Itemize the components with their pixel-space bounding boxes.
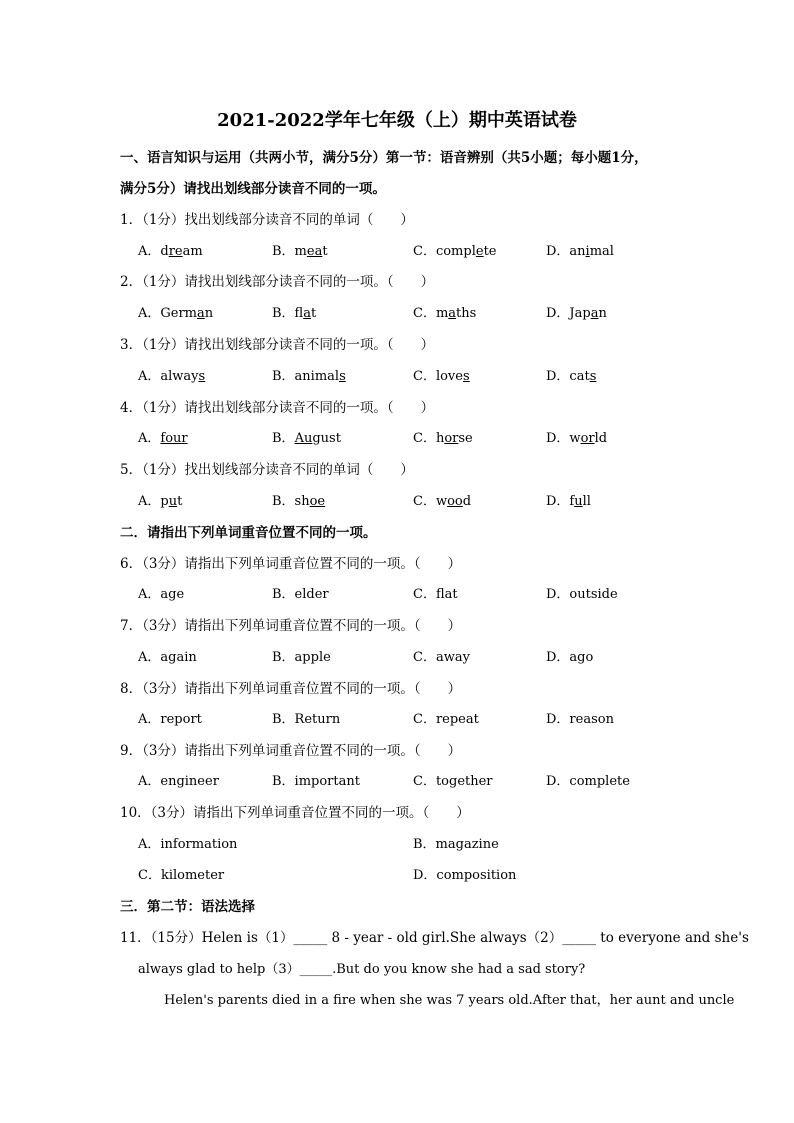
q8-option-a[interactable]: A．report xyxy=(138,712,202,727)
q2-option-b[interactable]: B．flat xyxy=(272,306,317,321)
question-9-stem: 9．（3分）请指出下列单词重音位置不同的一项。（ ） xyxy=(120,743,462,759)
q10-option-a[interactable]: A．information xyxy=(138,837,238,852)
q4-option-d[interactable]: D．world xyxy=(546,431,608,446)
q10-option-b[interactable]: B．magazine xyxy=(413,837,499,852)
q3-option-a[interactable]: A．always xyxy=(138,369,206,384)
q6-option-a[interactable]: A．age xyxy=(138,587,185,602)
question-3-stem: 3．（1分）请找出划线部分读音不同的一项。（ ） xyxy=(120,337,435,353)
q4-option-c[interactable]: C．horse xyxy=(413,431,473,446)
q6-option-c[interactable]: C．flat xyxy=(413,587,458,602)
question-10-stem: 10．（3分）请指出下列单词重音位置不同的一项。（ ） xyxy=(120,805,470,821)
question-7-stem: 7．（3分）请指出下列单词重音位置不同的一项。（ ） xyxy=(120,618,462,634)
question-5-stem: 5．（1分）找出划线部分读音不同的单词（ ） xyxy=(120,462,414,478)
q1-option-d[interactable]: D．animal xyxy=(546,244,614,259)
q5-option-a[interactable]: A．put xyxy=(138,494,183,509)
question-11-line1: 11．（15分）Helen is（1）_____ 8 - year - old girl.She always（2）_____ to everyone and she's xyxy=(120,930,749,946)
q3-option-d[interactable]: D．cats xyxy=(546,369,597,384)
q1-option-b[interactable]: B．meat xyxy=(272,244,328,259)
question-4-stem: 4．（1分）请找出划线部分读音不同的一项。（ ） xyxy=(120,400,435,416)
q7-option-a[interactable]: A．again xyxy=(138,650,197,665)
q3-option-c[interactable]: C．loves xyxy=(413,369,470,384)
q6-option-d[interactable]: D．outside xyxy=(546,587,618,602)
q2-option-d[interactable]: D．Japan xyxy=(546,306,607,321)
q1-option-c[interactable]: C．complete xyxy=(413,244,497,259)
q9-option-b[interactable]: B．important xyxy=(272,774,360,789)
question-1-stem: 1．（1分）找出划线部分读音不同的单词（ ） xyxy=(120,212,414,228)
q9-option-a[interactable]: A．engineer xyxy=(138,774,219,789)
q8-option-c[interactable]: C．repeat xyxy=(413,712,479,727)
q3-option-b[interactable]: B．animals xyxy=(272,369,346,384)
q10-option-d[interactable]: D．composition xyxy=(413,868,517,883)
q4-option-a[interactable]: A．four xyxy=(138,431,188,446)
q8-option-b[interactable]: B．Return xyxy=(272,712,341,727)
section-2-heading: 二．请指出下列单词重音位置不同的一项。 xyxy=(120,525,377,541)
section-1-heading-line2: 满分5分）请找出划线部分读音不同的一项。 xyxy=(120,181,386,197)
q4-option-b[interactable]: B．August xyxy=(272,431,341,446)
section-3-heading: 三．第二节：语法选择 xyxy=(120,899,255,915)
q9-option-c[interactable]: C．together xyxy=(413,774,493,789)
q5-option-b[interactable]: B．shoe xyxy=(272,494,326,509)
q6-option-b[interactable]: B．elder xyxy=(272,587,329,602)
question-8-stem: 8．（3分）请指出下列单词重音位置不同的一项。（ ） xyxy=(120,681,462,697)
q9-option-d[interactable]: D．complete xyxy=(546,774,630,789)
q1-option-a[interactable]: A．dream xyxy=(138,244,203,259)
question-2-stem: 2．（1分）请找出划线部分读音不同的一项。（ ） xyxy=(120,274,435,290)
question-11-passage-line: Helen's parents died in a fire when she was 7 years old.After that，her aunt and uncle xyxy=(164,993,735,1008)
q10-option-c[interactable]: C．kilometer xyxy=(138,868,225,883)
q7-option-b[interactable]: B．apple xyxy=(272,650,331,665)
section-1-heading-line1: 一、语言知识与运用（共两小节，满分5分）第一节：语音辨别（共5小题；每小题1分， xyxy=(120,150,648,166)
q7-option-c[interactable]: C．away xyxy=(413,650,470,665)
q5-option-c[interactable]: C．wood xyxy=(413,494,472,509)
page-title: 2021-2022学年七年级（上）期中英语试卷 xyxy=(217,110,577,131)
q7-option-d[interactable]: D．ago xyxy=(546,650,594,665)
q2-option-a[interactable]: A．German xyxy=(138,306,214,321)
q2-option-c[interactable]: C．maths xyxy=(413,306,477,321)
question-6-stem: 6．（3分）请指出下列单词重音位置不同的一项。（ ） xyxy=(120,556,462,572)
q5-option-d[interactable]: D．full xyxy=(546,494,591,509)
q8-option-d[interactable]: D．reason xyxy=(546,712,614,727)
question-11-line2: always glad to help（3）_____.But do you know she had a sad story? xyxy=(138,962,586,977)
